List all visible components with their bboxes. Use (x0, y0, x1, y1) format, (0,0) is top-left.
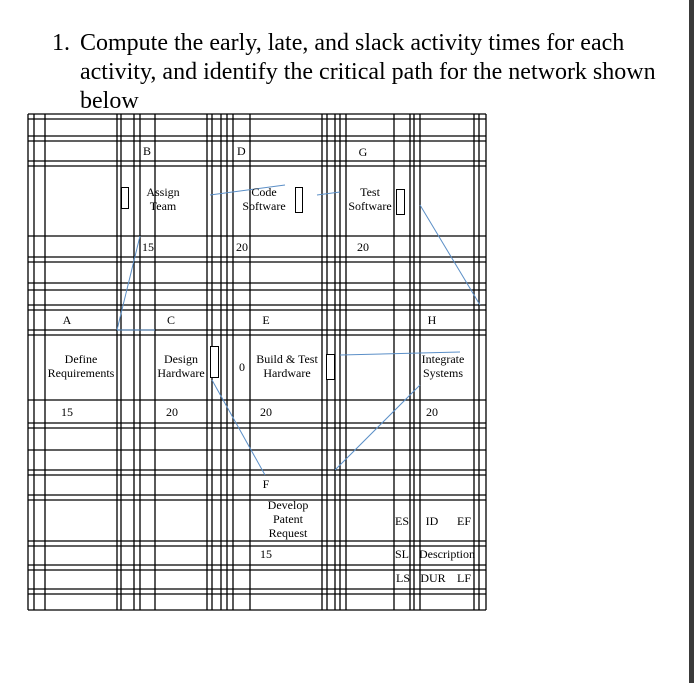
legend-description: Description (419, 547, 475, 561)
legend-ls: LS (395, 571, 411, 585)
activity-d-duration: 20 (236, 240, 248, 254)
activity-h-letter: H (427, 313, 437, 327)
activity-c-name-1: Design (164, 352, 198, 366)
activity-e-letter: E (262, 313, 270, 327)
activity-f-name-3: Request (268, 526, 308, 540)
activity-e-box (326, 354, 335, 380)
arrow-d-g (317, 192, 340, 195)
activity-d-name-1: Code (251, 185, 277, 199)
question-line-3: below (80, 88, 139, 114)
activity-g-letter: G (358, 145, 368, 159)
activity-b-letter: B (143, 144, 152, 158)
activity-c-letter: C (166, 313, 176, 327)
activity-h-name-2: Systems (422, 366, 464, 380)
legend-ef: EF (456, 514, 472, 528)
legend-dur: DUR (420, 571, 446, 585)
legend-sl: SL (394, 547, 410, 561)
activity-e-name-1: Build & Test (256, 352, 318, 366)
activity-g-name-2: Software (348, 199, 392, 213)
activity-c-name-2: Hardware (157, 366, 205, 380)
legend-lf: LF (456, 571, 472, 585)
activity-b-box (121, 187, 129, 209)
activity-b-name-2: Team (149, 199, 177, 213)
activity-h-duration: 20 (426, 405, 438, 419)
legend-es: ES (394, 514, 410, 528)
activity-b-name-1: Assign (146, 185, 180, 199)
activity-g-name-1: Test (360, 185, 380, 199)
activity-c-duration: 20 (166, 405, 178, 419)
question-line-2: activity, and identify the critical path for the network shown (80, 59, 656, 85)
activity-e-name-2: Hardware (263, 366, 311, 380)
activity-g-box (396, 189, 405, 215)
activity-d-box (295, 187, 303, 213)
activity-a-name-1: Define (64, 352, 98, 366)
activity-e-duration: 20 (260, 405, 272, 419)
legend-id: ID (425, 514, 439, 528)
stray-zero: 0 (239, 360, 245, 374)
question-number: 1. (52, 30, 70, 56)
question-line-1: 1. Compute the early, late, and slack activity times for each (52, 30, 625, 56)
activity-f-name-2: Patent (273, 512, 303, 526)
activity-a-letter: A (62, 313, 72, 327)
activity-g-duration: 20 (357, 240, 369, 254)
activity-c-box (210, 346, 219, 378)
activity-f-name-1: Develop (267, 498, 309, 512)
activity-a-name-2: Requirements (47, 366, 115, 380)
activity-f-duration: 15 (260, 547, 272, 561)
activity-d-letter: D (237, 144, 246, 158)
activity-f-letter: F (262, 477, 270, 491)
activity-h-name-1: Integrate (421, 352, 465, 366)
activity-d-name-2: Software (242, 199, 286, 213)
activity-b-duration: 15 (142, 240, 154, 254)
activity-a-duration: 15 (61, 405, 73, 419)
